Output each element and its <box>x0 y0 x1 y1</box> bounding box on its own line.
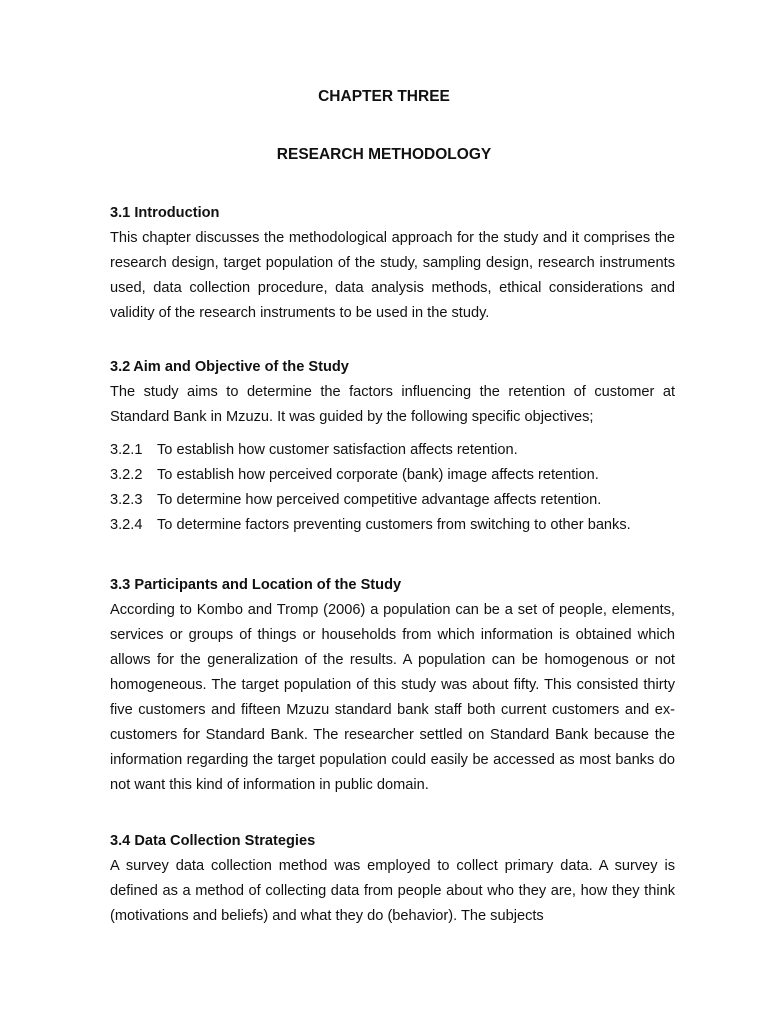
section-heading: 3.3 Participants and Location of the Study <box>110 577 402 593</box>
objective-number: 3.2.2 <box>110 467 143 483</box>
objective-number: 3.2.4 <box>110 517 143 533</box>
section-heading: 3.1 Introduction <box>110 205 220 221</box>
section-participants-location <box>110 573 675 798</box>
section-paragraph: The study aims to determine the factors influencing the retention of customer at Standard Bank in Mzuzu. It was guided by the following specific objectives; <box>110 384 675 425</box>
section-heading: 3.4 Data Collection Strategies <box>110 833 316 849</box>
section-paragraph: A survey data collection method was employed to collect primary data. A survey is defined as a method of collecting data from people about who they are, how they think (motivations and beliefs) and what they do (behavior). The subjects <box>110 858 675 924</box>
objective-text: To determine factors preventing customers from switching to other banks. <box>157 517 631 533</box>
objective-text: To establish how perceived corporate (bank) image affects retention. <box>157 467 599 483</box>
objective-number: 3.2.3 <box>110 492 143 508</box>
objective-item <box>110 513 675 538</box>
chapter-title: CHAPTER THREE <box>318 88 450 105</box>
objective-text: To determine how perceived competitive advantage affects retention. <box>157 492 602 508</box>
objective-item <box>110 438 675 463</box>
section-paragraph: According to Kombo and Tromp (2006) a population can be a set of people, elements, services or groups of things or households from which information is obtained which allows for the generalization of the results. A population can be homogenous or not homogeneous. The target population of this study was about fifty. This consisted thirty five customers and fifteen Mzuzu standard bank staff both current customers and ex-customers for Standard Bank. The researcher settled on Standard Bank because the information regarding the target population could easily be accessed as most banks do not want this kind of information in public domain. <box>110 602 675 793</box>
objective-text: To establish how customer satisfaction affects retention. <box>157 442 518 458</box>
objective-item <box>110 463 675 488</box>
section-introduction <box>110 201 675 326</box>
chapter-subtitle: RESEARCH METHODOLOGY <box>276 146 492 163</box>
section-heading: 3.2 Aim and Objective of the Study <box>110 359 349 375</box>
section-data-collection <box>110 829 675 929</box>
section-aim-objectives <box>110 355 675 538</box>
objective-number: 3.2.1 <box>110 442 143 458</box>
objectives-list <box>110 438 675 538</box>
objective-item <box>110 488 675 513</box>
section-paragraph: This chapter discusses the methodological approach for the study and it comprises the research design, target population of the study, sampling design, research instruments used, data collection procedure, data analysis methods, ethical considerations and validity of the research instruments to be used in the study. <box>110 230 675 321</box>
